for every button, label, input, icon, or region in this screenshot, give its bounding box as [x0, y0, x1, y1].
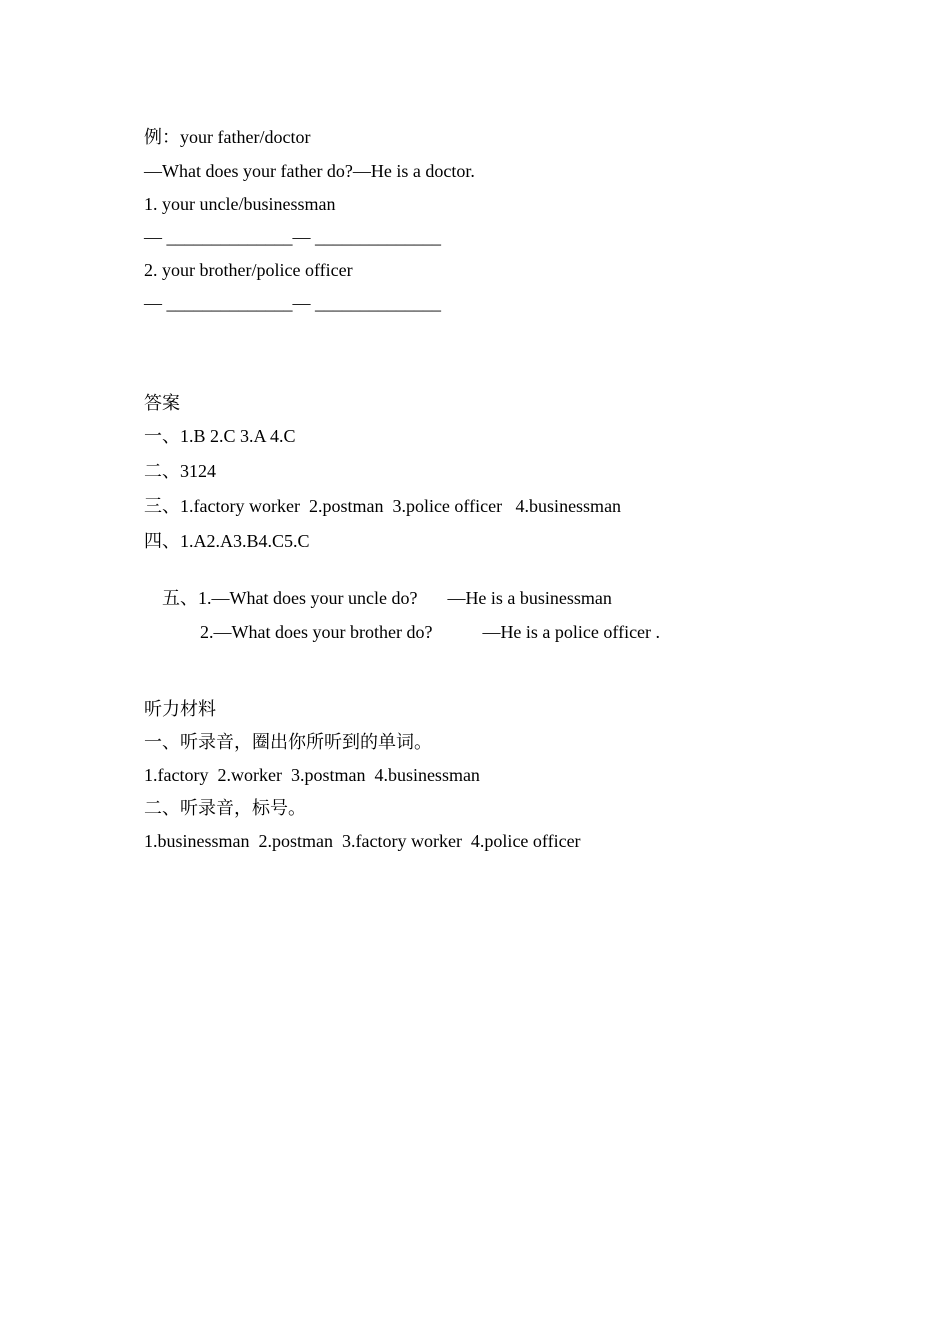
answers-heading: 答案 — [144, 393, 180, 413]
answers-part-5-question-2: 2.—What does your brother do? — [200, 622, 433, 642]
listening-section-2-title: 二、听录音，标号。 — [144, 798, 306, 818]
answers-part-5-answer-2: —He is a police officer . — [482, 622, 661, 642]
question-1-blanks: — ______________— ______________ — [144, 227, 441, 247]
answers-part-2: 二、3124 — [144, 461, 216, 481]
example-dialogue: —What does your father do?—He is a doctor. — [144, 161, 475, 181]
answers-part-1: 一、1.B 2.C 3.A 4.C — [144, 426, 296, 446]
example-label: 例：your father/doctor — [144, 127, 311, 147]
listening-section-1-title: 一、听录音，圈出你所听到的单词。 — [144, 732, 432, 752]
answers-part-3: 三、1.factory worker 2.postman 3.police officer 4.businessman — [144, 496, 622, 516]
listening-section-2-words: 1.businessman 2.postman 3.factory worker 4.police officer — [144, 831, 581, 851]
answers-part-5-line-2 — [182, 599, 660, 665]
listening-section-1-words: 1.factory 2.worker 3.postman 4.businessman — [144, 765, 480, 785]
question-2-blanks: — ______________— ______________ — [144, 293, 441, 313]
answers-part-5-answer-1: —He is a businessman — [447, 588, 612, 608]
answers-part-5-question-1: 五、1.—What does your uncle do? — [162, 588, 418, 608]
answers-part-4: 四、1.A2.A3.B4.C5.C — [144, 531, 310, 551]
question-1-prompt: 1. your uncle/businessman — [144, 194, 336, 214]
question-2-prompt: 2. your brother/police officer — [144, 260, 353, 280]
listening-heading: 听力材料 — [144, 699, 216, 719]
